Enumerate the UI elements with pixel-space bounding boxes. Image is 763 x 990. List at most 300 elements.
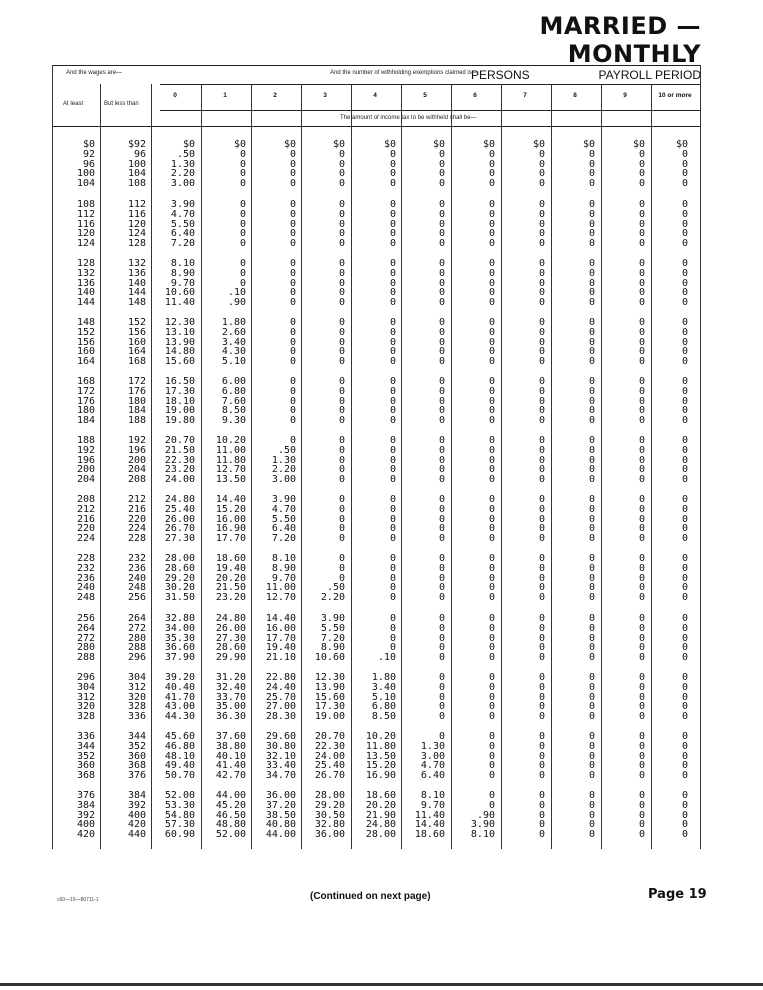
wage-at-least: 280 (76, 642, 95, 654)
tax-cell: 0 (538, 809, 545, 821)
wage-at-least: 148 (76, 317, 95, 328)
tax-cell: 0 (681, 474, 688, 486)
exemption-column-header: 3 (323, 92, 327, 99)
tax-cell: 0 (638, 523, 645, 535)
tax-cell: 0 (488, 385, 495, 397)
wage-but-less-than: 256 (127, 592, 146, 604)
tax-cell: 4.30 (221, 346, 246, 358)
tax-cell: 0 (389, 376, 396, 387)
tax-cell: 0 (289, 405, 296, 417)
exemption-column-header: 6 (473, 92, 477, 99)
tax-cell: 0 (538, 464, 545, 476)
tax-cell: 0 (338, 178, 345, 190)
tax-cell: 0 (588, 208, 595, 220)
tax-cell: 0 (289, 277, 296, 289)
tax-cell: 0 (438, 346, 445, 358)
tax-cell: 41.40 (215, 760, 246, 772)
tax-cell: 0 (338, 148, 345, 160)
tax-cell: 31.20 (215, 672, 246, 683)
tax-cell: 0 (338, 474, 345, 486)
tax-cell: 0 (338, 238, 345, 250)
exemption-column-header: 2 (273, 92, 277, 99)
tax-cell: 0 (681, 267, 688, 279)
form-code: c60—16—80711-1 (57, 897, 99, 903)
exemption-column-header: 1 (223, 92, 227, 99)
tax-cell: 0 (588, 415, 595, 427)
tax-cell: 43.00 (164, 701, 195, 713)
tax-cell: 37.90 (164, 652, 195, 664)
tax-cell: 0 (538, 258, 545, 269)
tax-cell: 0 (538, 701, 545, 713)
tax-cell: 0 (638, 503, 645, 515)
tax-cell: .90 (476, 809, 495, 821)
tax-cell: 46.50 (215, 809, 246, 821)
tax-cell: 0 (338, 464, 345, 476)
tax-cell: 0 (588, 672, 595, 683)
tax-cell: 0 (488, 632, 495, 644)
tax-cell: 0 (338, 405, 345, 417)
wage-but-less-than: 112 (127, 199, 146, 210)
wage-at-least: 104 (76, 178, 95, 190)
tax-cell: 0 (438, 622, 445, 634)
wage-but-less-than: 232 (127, 553, 146, 564)
tax-cell: 0 (681, 415, 688, 427)
tax-cell: 0 (588, 238, 595, 250)
wage-at-least: 328 (76, 711, 95, 723)
tax-cell: 9.70 (271, 572, 296, 584)
tax-cell: 0 (239, 267, 246, 279)
wage-at-least: 136 (76, 277, 95, 289)
tax-cell: 0 (588, 622, 595, 634)
tax-cell: 0 (389, 228, 396, 240)
tax-cell: 0 (538, 454, 545, 466)
tax-cell: 0 (338, 395, 345, 407)
tax-cell: 0 (438, 208, 445, 220)
tax-cell: 0 (681, 642, 688, 654)
tax-cell: 0 (488, 297, 495, 309)
wage-but-less-than: 264 (127, 613, 146, 624)
tax-cell: 0 (588, 790, 595, 801)
tax-cell: 0 (438, 572, 445, 584)
tax-cell: 0 (638, 297, 645, 309)
tax-cell: 0 (588, 376, 595, 387)
tax-cell: 0 (538, 711, 545, 723)
tax-cell: 0 (438, 454, 445, 466)
tax-cell: 0 (588, 356, 595, 368)
tax-cell: 0 (638, 435, 645, 446)
wage-at-least: 232 (76, 562, 95, 574)
tax-cell: 27.30 (215, 632, 246, 644)
tax-cell: 0 (538, 158, 545, 170)
wage-at-least: 96 (82, 158, 95, 170)
tax-cell: 0 (638, 444, 645, 456)
tax-cell: 0 (681, 336, 688, 348)
tax-cell: 0 (488, 740, 495, 752)
wage-but-less-than: 192 (127, 435, 146, 446)
tax-cell: 0 (588, 464, 595, 476)
tax-cell: 0 (438, 199, 445, 210)
tax-cell: 0 (681, 731, 688, 742)
tax-cell: 2.20 (170, 168, 195, 180)
tax-cell: 35.30 (164, 632, 195, 644)
wage-but-less-than: $92 (127, 139, 146, 150)
tax-cell: 0 (389, 592, 396, 604)
tax-cell: 26.70 (314, 770, 345, 782)
tax-cell: 0 (638, 750, 645, 762)
tax-cell: 0 (638, 336, 645, 348)
tax-cell: 0 (488, 799, 495, 811)
tax-cell: 0 (239, 258, 246, 269)
tax-cell: 0 (488, 562, 495, 574)
tax-cell: 14.80 (164, 346, 195, 358)
tax-cell: 0 (389, 582, 396, 594)
tax-cell: 0 (338, 336, 345, 348)
tax-cell: 0 (681, 770, 688, 782)
tax-cell: 0 (588, 228, 595, 240)
wage-but-less-than: 208 (127, 474, 146, 486)
tax-cell: 28.00 (365, 829, 396, 841)
tax-cell: 0 (588, 258, 595, 269)
tax-cell: 0 (538, 740, 545, 752)
tax-cell: 0 (438, 277, 445, 289)
tax-cell: 0 (681, 523, 688, 535)
tax-cell: 0 (338, 513, 345, 525)
tax-cell: 18.60 (215, 553, 246, 564)
tax-cell: 2.60 (221, 326, 246, 338)
tax-cell: 30.20 (164, 582, 195, 594)
wage-but-less-than: 164 (127, 346, 146, 358)
tax-cell: 0 (681, 258, 688, 269)
tax-cell: 0 (389, 277, 396, 289)
tax-cell: 12.70 (265, 592, 296, 604)
tax-cell: 12.70 (215, 464, 246, 476)
tax-cell: 2.20 (271, 464, 296, 476)
tax-cell: 0 (389, 622, 396, 634)
tax-cell: 0 (681, 405, 688, 417)
tax-cell: 0 (538, 533, 545, 545)
tax-cell: 0 (488, 444, 495, 456)
tax-cell: 0 (488, 228, 495, 240)
tax-cell: 0 (681, 376, 688, 387)
wage-at-least: 116 (76, 218, 95, 230)
tax-cell: 0 (681, 435, 688, 446)
tax-cell: 0 (638, 199, 645, 210)
tax-cell: 0 (588, 178, 595, 190)
wage-at-least: $0 (82, 139, 95, 150)
tax-cell: 0 (289, 267, 296, 279)
tax-cell: 0 (438, 652, 445, 664)
tax-cell: 4.70 (271, 503, 296, 515)
tax-cell: 0 (588, 701, 595, 713)
tax-cell: 0 (389, 317, 396, 328)
tax-cell: 11.00 (215, 444, 246, 456)
tax-cell: 0 (438, 148, 445, 160)
wage-but-less-than: 320 (127, 691, 146, 703)
tax-cell: 0 (438, 523, 445, 535)
tax-cell: 0 (389, 572, 396, 584)
tax-cell: 0 (438, 178, 445, 190)
tax-cell: 0 (638, 346, 645, 358)
wage-at-least: 296 (76, 672, 95, 683)
tax-cell: 36.30 (215, 711, 246, 723)
tax-cell: 19.00 (314, 711, 345, 723)
wage-at-least: 304 (76, 681, 95, 693)
wage-but-less-than: 224 (127, 523, 146, 535)
tax-cell: 5.50 (320, 622, 345, 634)
tax-cell: 0 (338, 346, 345, 358)
wage-but-less-than: 212 (127, 494, 146, 505)
tax-cell: 0 (638, 622, 645, 634)
tax-cell: 3.90 (170, 199, 195, 210)
tax-cell: 0 (538, 395, 545, 407)
tax-cell: 0 (389, 553, 396, 564)
tax-cell: 20.70 (314, 731, 345, 742)
tax-cell: 0 (538, 474, 545, 486)
tax-cell: 0 (638, 770, 645, 782)
tax-cell: 0 (638, 395, 645, 407)
tax-cell: 38.50 (265, 809, 296, 821)
tax-cell: 0 (588, 158, 595, 170)
tax-cell: 8.50 (221, 405, 246, 417)
tax-cell: 0 (538, 317, 545, 328)
column-separator (700, 65, 701, 849)
tax-cell: .50 (326, 582, 345, 594)
wage-at-least: 368 (76, 770, 95, 782)
wage-at-least: 248 (76, 592, 95, 604)
tax-cell: 8.10 (170, 258, 195, 269)
wage-at-least: 320 (76, 701, 95, 713)
tax-cell: 0 (588, 819, 595, 831)
tax-cell: 0 (338, 356, 345, 368)
tax-cell: 0 (239, 238, 246, 250)
tax-cell: 17.70 (215, 533, 246, 545)
tax-cell: 30.80 (265, 740, 296, 752)
tax-cell: 0 (438, 701, 445, 713)
tax-cell: 57.30 (164, 819, 195, 831)
tax-cell: 13.90 (314, 681, 345, 693)
tax-cell: 0 (338, 533, 345, 545)
tax-cell: 0 (338, 218, 345, 230)
tax-cell: 0 (389, 523, 396, 535)
wage-at-least: 376 (76, 790, 95, 801)
tax-cell: 0 (681, 799, 688, 811)
wage-but-less-than: 160 (127, 336, 146, 348)
tax-cell: 10.60 (314, 652, 345, 664)
tax-cell: 0 (681, 553, 688, 564)
tax-cell: 20.20 (215, 572, 246, 584)
tax-cell: 0 (538, 513, 545, 525)
tax-cell: 0 (538, 346, 545, 358)
tax-cell: 0 (681, 829, 688, 841)
tax-cell: 0 (588, 681, 595, 693)
wage-at-least: 352 (76, 750, 95, 762)
tax-cell: 3.90 (470, 819, 495, 831)
tax-cell: 0 (488, 395, 495, 407)
tax-cell: 0 (538, 790, 545, 801)
tax-cell: 0 (538, 613, 545, 624)
tax-cell: 0 (588, 474, 595, 486)
tax-cell: 0 (538, 385, 545, 397)
tax-cell: 0 (289, 415, 296, 427)
header-rule-numbers (160, 110, 700, 111)
tax-cell: 0 (289, 435, 296, 446)
tax-cell: 36.00 (265, 790, 296, 801)
tax-cell: 0 (588, 297, 595, 309)
tax-cell: 10.60 (164, 287, 195, 299)
wage-but-less-than: 304 (127, 672, 146, 683)
tax-cell: 0 (438, 731, 445, 742)
tax-cell: 50.70 (164, 770, 195, 782)
tax-cell: 0 (438, 613, 445, 624)
wage-but-less-than: 240 (127, 572, 146, 584)
tax-cell: 0 (588, 691, 595, 703)
tax-cell: 24.00 (164, 474, 195, 486)
tax-cell: 0 (338, 523, 345, 535)
tax-cell: 0 (538, 326, 545, 338)
tax-cell: 0 (488, 415, 495, 427)
tax-cell: 0 (438, 632, 445, 644)
tax-cell: 0 (438, 474, 445, 486)
wage-but-less-than: 136 (127, 267, 146, 279)
tax-cell: 0 (488, 750, 495, 762)
tax-cell: 0 (588, 395, 595, 407)
tax-cell: 0 (538, 405, 545, 417)
tax-cell: 0 (289, 178, 296, 190)
tax-cell: 19.80 (164, 415, 195, 427)
tax-cell: 0 (588, 809, 595, 821)
tax-cell: 0 (638, 533, 645, 545)
wage-but-less-than: 296 (127, 652, 146, 664)
tax-cell: 0 (638, 178, 645, 190)
tax-cell: 0 (681, 701, 688, 713)
tax-cell: 12.30 (164, 317, 195, 328)
tax-cell: 0 (389, 454, 396, 466)
wage-but-less-than: 128 (127, 238, 146, 250)
tax-cell: 0 (389, 336, 396, 348)
tax-cell: 5.50 (271, 513, 296, 525)
tax-cell: 0 (588, 582, 595, 594)
tax-cell: 48.10 (164, 750, 195, 762)
tax-cell: 48.80 (215, 819, 246, 831)
wage-but-less-than: 104 (127, 168, 146, 180)
tax-cell: 0 (338, 287, 345, 299)
tax-cell: 11.40 (164, 297, 195, 309)
tax-cell: 0 (638, 238, 645, 250)
tax-cell: 17.70 (265, 632, 296, 644)
tax-cell: $0 (632, 139, 645, 150)
tax-cell: 28.60 (215, 642, 246, 654)
wage-but-less-than: 344 (127, 731, 146, 742)
tax-cell: 0 (638, 829, 645, 841)
tax-cell: 0 (638, 632, 645, 644)
tax-cell: 0 (681, 513, 688, 525)
tax-cell: 31.50 (164, 592, 195, 604)
tax-cell: $0 (482, 139, 495, 150)
tax-cell: 0 (438, 297, 445, 309)
wage-at-least: 124 (76, 238, 95, 250)
tax-cell: 0 (488, 523, 495, 535)
tax-cell: 24.80 (215, 613, 246, 624)
tax-cell: 0 (588, 652, 595, 664)
tax-cell: 0 (681, 326, 688, 338)
tax-cell: 0 (638, 572, 645, 584)
tax-cell: 25.40 (314, 760, 345, 772)
tax-cell: 54.80 (164, 809, 195, 821)
tax-cell: 0 (538, 642, 545, 654)
tax-cell: 0 (638, 267, 645, 279)
tax-cell: 0 (638, 513, 645, 525)
wage-at-least: 152 (76, 326, 95, 338)
tax-cell: 0 (289, 238, 296, 250)
tax-cell: 0 (438, 317, 445, 328)
tax-cell: 26.70 (164, 523, 195, 535)
wage-at-least: 264 (76, 622, 95, 634)
tax-cell: 22.80 (265, 672, 296, 683)
tax-cell: 3.00 (170, 178, 195, 190)
tax-cell: 0 (538, 829, 545, 841)
wage-but-less-than: 204 (127, 464, 146, 476)
tax-cell: 0 (338, 228, 345, 240)
tax-cell: 0 (588, 317, 595, 328)
tax-cell: 7.20 (320, 632, 345, 644)
tax-cell: 23.20 (164, 464, 195, 476)
tax-cell: 0 (538, 652, 545, 664)
tax-cell: 29.20 (164, 572, 195, 584)
header-bottom-rule (52, 126, 700, 127)
tax-cell: 0 (638, 711, 645, 723)
exemption-column-header: 4 (373, 92, 377, 99)
tax-cell: 0 (588, 572, 595, 584)
tax-cell: 0 (289, 336, 296, 348)
tax-cell: 0 (289, 346, 296, 358)
tax-cell: 0 (588, 287, 595, 299)
tax-cell: 0 (588, 454, 595, 466)
tax-cell: 0 (289, 395, 296, 407)
tax-cell: 0 (239, 168, 246, 180)
tax-cell: 0 (588, 592, 595, 604)
tax-cell: 18.60 (365, 790, 396, 801)
tax-cell: 0 (338, 494, 345, 505)
tax-cell: 0 (538, 760, 545, 772)
wage-at-least: 132 (76, 267, 95, 279)
page-number: Page 19 (648, 887, 707, 902)
tax-cell: 0 (681, 622, 688, 634)
tax-cell: 0 (538, 592, 545, 604)
tax-cell: 0 (538, 494, 545, 505)
wage-but-less-than: 400 (127, 809, 146, 821)
tax-cell: 0 (588, 523, 595, 535)
wage-but-less-than: 384 (127, 790, 146, 801)
wage-but-less-than: 236 (127, 562, 146, 574)
tax-cell: 7.60 (221, 395, 246, 407)
tax-cell: 0 (289, 317, 296, 328)
tax-cell: 0 (638, 613, 645, 624)
tax-cell: 23.20 (215, 592, 246, 604)
tax-cell: 0 (488, 622, 495, 634)
tax-cell: 7.20 (170, 238, 195, 250)
tax-cell: 8.10 (271, 553, 296, 564)
tax-cell: 0 (338, 317, 345, 328)
wage-at-least: 384 (76, 799, 95, 811)
tax-cell: 7.20 (271, 533, 296, 545)
tax-cell: 12.30 (314, 672, 345, 683)
tax-cell: 40.40 (164, 681, 195, 693)
tax-cell: 15.60 (314, 691, 345, 703)
tax-cell: 0 (338, 168, 345, 180)
tax-cell: 0 (638, 592, 645, 604)
wage-at-least: 180 (76, 405, 95, 417)
tax-cell: 6.80 (221, 385, 246, 397)
